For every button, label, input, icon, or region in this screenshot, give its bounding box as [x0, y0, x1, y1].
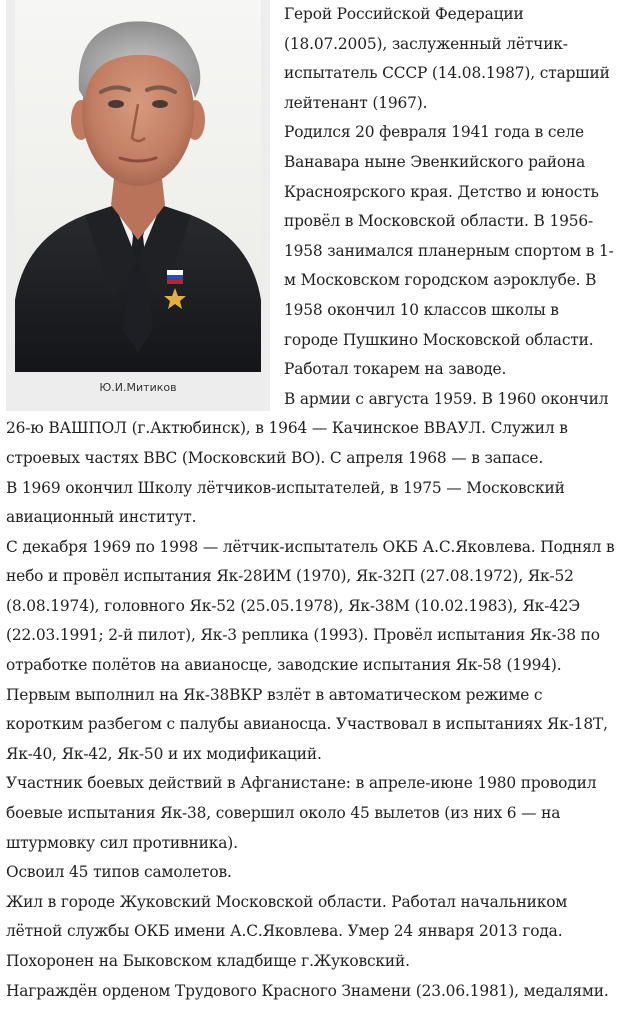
paragraph-afghanistan: Участник боевых действий в Афганистане: в апреле-июне 1980 проводил боевые испытания Як-38, совершил около 45 вылетов (из них 6 — на штурмовку сил противника). — [6, 774, 597, 852]
portrait-caption: Ю.И.Митиков — [99, 381, 177, 394]
portrait-photo — [15, 0, 261, 372]
paragraph-military-service: В армии с августа 1959. В 1960 окончил 26-ю ВАШПОЛ (г.Актюбинск), в 1964 — Качинское ВВАУЛ. Служил в строевых частях ВВС (Московский ВО). С апреля 1968 — в запасе. — [6, 389, 609, 467]
paragraph-test-pilot-career: С декабря 1969 по 1998 — лётчик-испытатель ОКБ А.С.Яковлева. Поднял в небо и провёл испытания Як-28ИМ (1970), Як-32П (27.08.1972), Як-52 (8.08.1974), головного Як-52 (25.05.1978), Як-38М (10.02.1983), Як-42Э (22.03.1991; 2-й пилот), Як-3 реплика (1993). Провёл испытания Як-38 по отработке полётов на авианосце, заводские испытания Як-58 (1994). Первым выполнил на Як-38ВКР взлёт в автоматическом режиме с коротким разбегом с палубы авианосца. Участвовал в испытаниях Як-18Т, Як-40, Як-42, Як-50 и их модификаций. — [6, 537, 615, 763]
paragraph-aircraft-types: Освоил 45 типов самолетов. — [6, 863, 232, 882]
portrait-icon — [15, 0, 261, 372]
paragraph-education: В 1969 окончил Школу лётчиков-испытателей, в 1975 — Московский авиационный институт. — [6, 478, 565, 527]
paragraph-awards: Награждён орденом Трудового Красного Знамени (23.06.1981), медалями. — [6, 981, 609, 1000]
paragraph-later-life: Жил в городе Жуковский Московской области. Работал начальником лётной службы ОКБ имени А.С.Яковлева. Умер 24 января 2013 года. — [6, 892, 568, 941]
paragraph-burial: Похоронен на Быковском кладбище г.Жуковский. — [6, 952, 410, 970]
paragraph-title-ranks: Герой Российской Федерации (18.07.2005), заслуженный лётчик-испытатель СССР (14.08.1987), старший лейтенант (1967). — [284, 5, 610, 112]
portrait-card — [6, 0, 270, 411]
paragraph-early-life: Родился 20 февраля 1941 года в селе Ванавара ныне Эвенкийского района Красноярского края. Детство и юность провёл в Московской области. В 1956-1958 занимался планерным спортом в 1-м Московском городском аэроклубе. В 1958 окончил 10 классов школы в городе Пушкино Московской области. Работал токарем на заводе. — [284, 123, 614, 379]
biography-article — [6, 0, 616, 1006]
